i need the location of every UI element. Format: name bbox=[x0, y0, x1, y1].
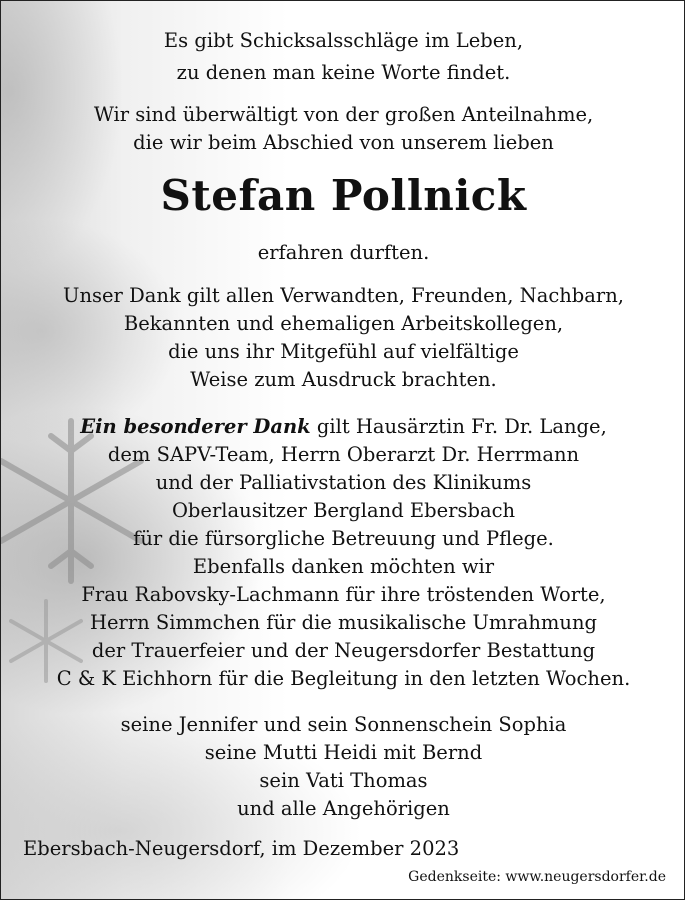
special-line-2: und der Palliativstation des Klinikums bbox=[155, 471, 532, 494]
thanks-line-3: die uns ihr Mitgefühl auf vielfältige bbox=[168, 340, 519, 363]
special-line-4: für die fürsorgliche Betreuung und Pflege. bbox=[133, 527, 554, 550]
special-thanks-line bbox=[1, 413, 685, 441]
memorial-page-link[interactable]: Gedenkseite: www.neugersdorfer.de bbox=[408, 869, 666, 885]
thanks-line-4: Weise zum Ausdruck brachten. bbox=[190, 368, 497, 391]
thanks-line-1: Unser Dank gilt allen Verwandten, Freunden, Nachbarn, bbox=[63, 284, 624, 307]
after-name-line: erfahren durften. bbox=[257, 241, 430, 264]
special-thanks-rest: gilt Hausärztin Fr. Dr. Lange, bbox=[310, 415, 607, 438]
special-line-6: Frau Rabovsky-Lachmann für ihre tröstenden Worte, bbox=[81, 583, 606, 606]
signature-line-4: und alle Angehörigen bbox=[237, 797, 450, 820]
special-line-9: C & K Eichhorn für die Begleitung in den letzten Wochen. bbox=[56, 667, 631, 690]
signature-line-1: seine Jennifer und sein Sonnenschein Sophia bbox=[120, 713, 567, 736]
intro-line-4: die wir beim Abschied von unserem lieben bbox=[133, 131, 554, 154]
special-line-7: Herrn Simmchen für die musikalische Umrahmung bbox=[89, 611, 597, 634]
special-thanks-emphasis: Ein besonderer Dank bbox=[80, 415, 311, 438]
thanks-line-2: Bekannten und ehemaligen Arbeitskollegen, bbox=[123, 312, 564, 335]
intro-line-2: zu denen man keine Worte findet. bbox=[176, 61, 511, 84]
special-line-1: dem SAPV-Team, Herrn Oberarzt Dr. Herrmann bbox=[107, 443, 580, 466]
special-line-8: der Trauerfeier und der Neugersdorfer Bestattung bbox=[91, 639, 596, 662]
signature-line-2: seine Mutti Heidi mit Bernd bbox=[204, 741, 483, 764]
deceased-name: Stefan Pollnick bbox=[160, 171, 527, 220]
special-line-5: Ebenfalls danken möchten wir bbox=[192, 555, 495, 578]
place-date: Ebersbach-Neugersdorf, im Dezember 2023 bbox=[23, 837, 460, 860]
special-line-3: Oberlausitzer Bergland Ebersbach bbox=[171, 499, 516, 522]
intro-line-3: Wir sind überwältigt von der großen Anteilnahme, bbox=[93, 103, 594, 126]
intro-line-1: Es gibt Schicksalsschläge im Leben, bbox=[163, 29, 524, 52]
signature-line-3: sein Vati Thomas bbox=[259, 769, 428, 792]
